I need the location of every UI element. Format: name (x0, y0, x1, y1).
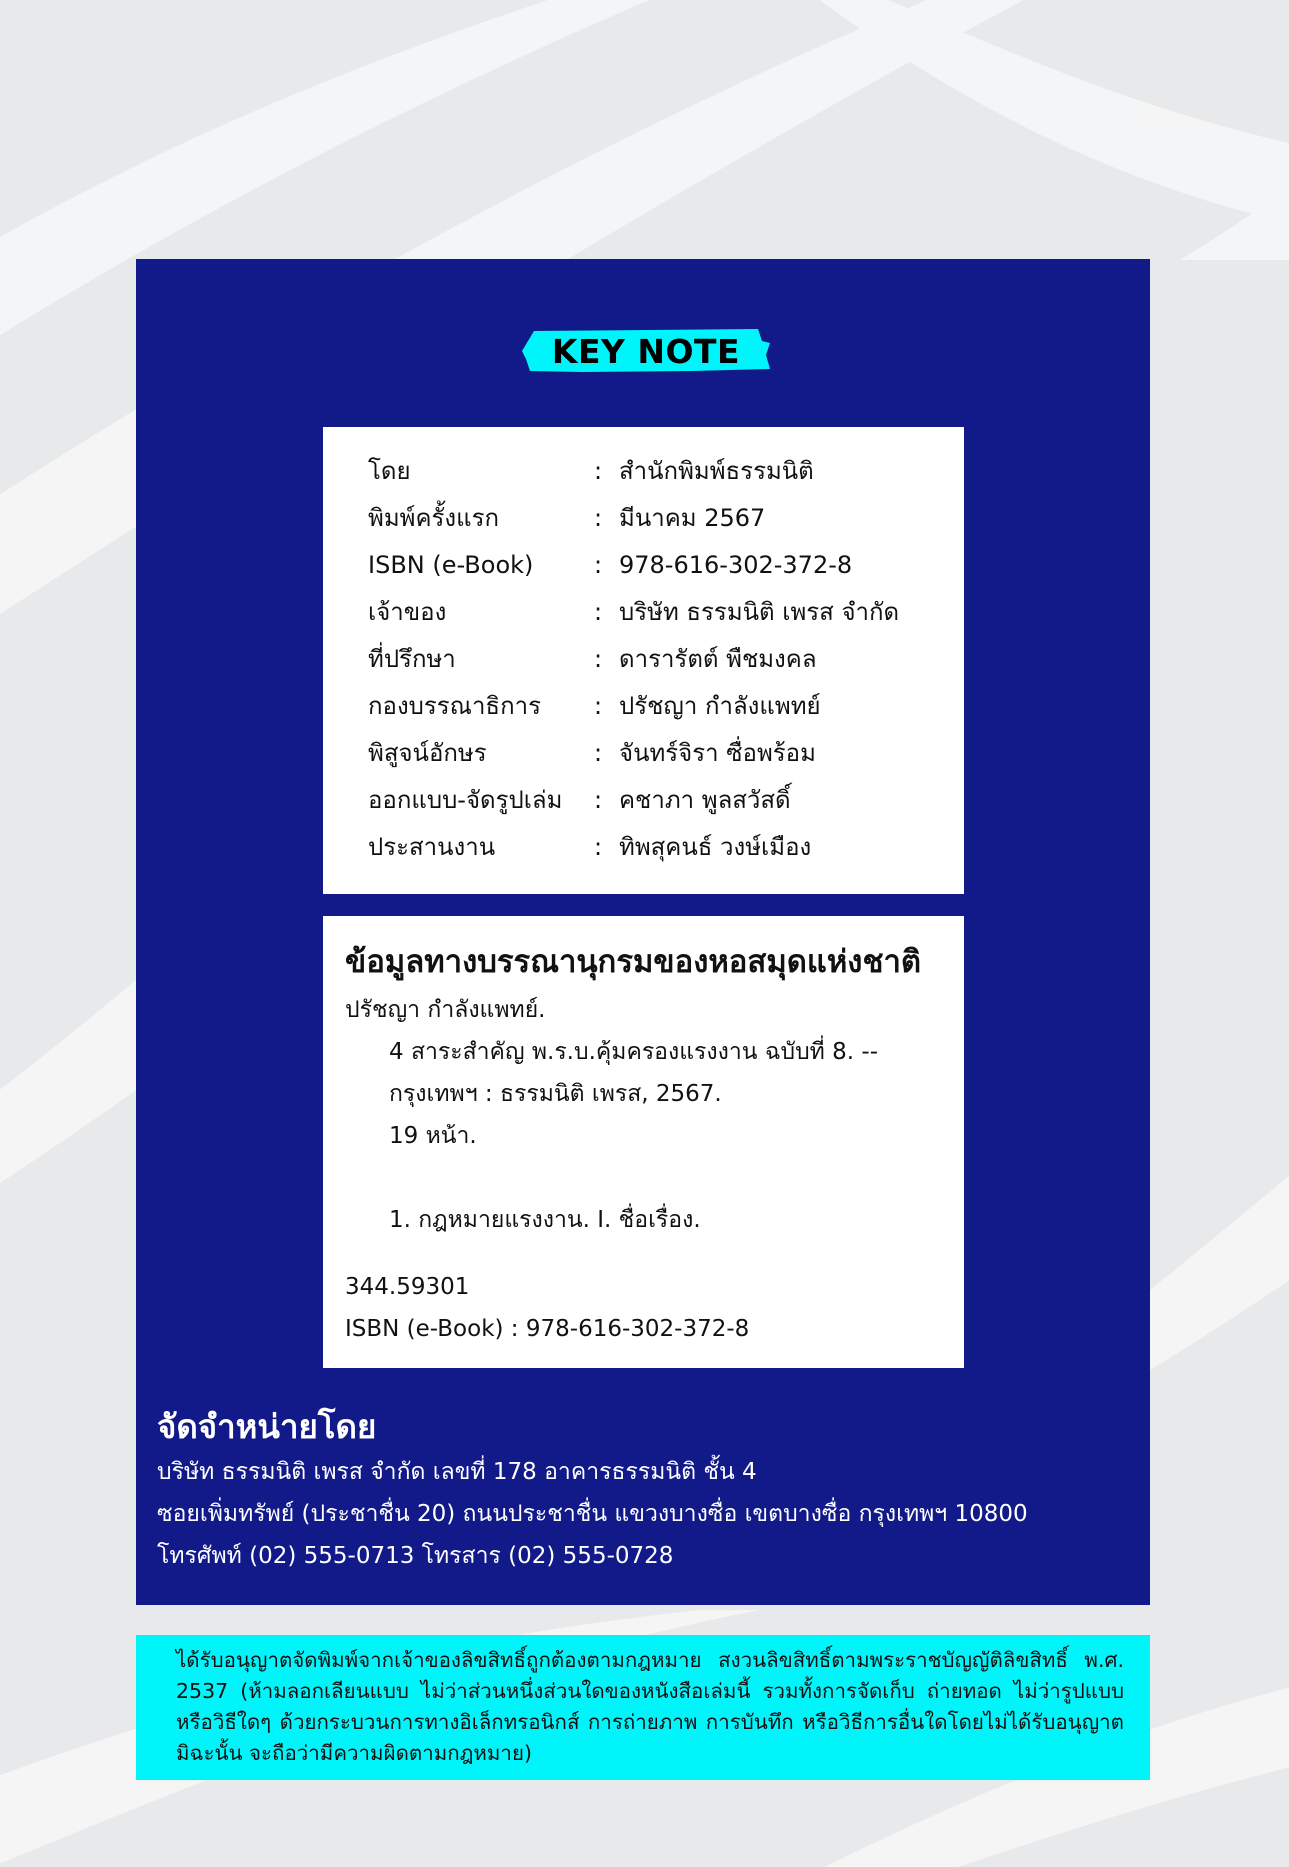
catalog-title-line: 4 สาระสำคัญ พ.ร.บ.คุ้มครองแรงงาน ฉบับที่ 8. -- (389, 1039, 879, 1065)
credit-row (368, 682, 948, 729)
catalog-pages: 19 หน้า. (389, 1123, 477, 1149)
credit-colon: : (594, 832, 603, 861)
credit-row (368, 447, 948, 494)
credit-row (368, 776, 948, 823)
credits-box (323, 427, 964, 894)
credit-colon: : (594, 456, 603, 485)
credit-value: 978-616-302-372-8 (619, 550, 853, 579)
distributor-contact-line: โทรศัพท์ (02) 555-0713 โทรสาร (02) 555-0728 (157, 1543, 674, 1569)
credit-row (368, 823, 948, 870)
catalog-subject: 1. กฎหมายแรงงาน. I. ชื่อเรื่อง. (389, 1207, 701, 1233)
credit-row (368, 729, 948, 776)
catalog-box (323, 916, 964, 1368)
credit-label: พิมพ์ครั้งแรก (368, 504, 500, 532)
distributor-address-line: บริษัท ธรรมนิติ เพรส จำกัด เลขที่ 178 อาคารธรรมนิติ ชั้น 4 (157, 1459, 757, 1485)
copyright-notice: ได้รับอนุญาตจัดพิมพ์จากเจ้าของลิขสิทธิ์ถูกต้องตามกฎหมาย สงวนลิขสิทธิ์ตามพระราชบัญญัติลิขสิทธิ์ พ.ศ. 2537 (ห้ามลอกเลียนแบบ ไม่ว่าส่วนหนึ่งส่วนใดของหนังสือเล่มนี้ รวมทั้งการจัดเก็บ ถ่ายทอด ไม่ว่ารูปแบบหรือวิธีใดๆ ด้วยกระบวนการทางอิเล็กทรอนิกส์ การถ่ายภาพ การบันทึก หรือวิธีการอื่นใดโดยไม่ได้รับอนุญาตมิฉะนั้น จะถือว่ามีความผิดตามกฎหมาย) (176, 1648, 1124, 1765)
credit-label: ISBN (e-Book) (368, 550, 534, 579)
credit-label: ที่ปรึกษา (368, 645, 456, 673)
credit-row (368, 635, 948, 682)
credit-label: เจ้าของ (368, 598, 447, 626)
distributor-heading: จัดจำหน่ายโดย (157, 1407, 377, 1446)
credit-label: กองบรรณาธิการ (368, 692, 541, 720)
credit-label: โดย (368, 457, 411, 485)
credit-value: คชาภา พูลสวัสดิ์ (619, 786, 791, 814)
credit-label: ประสานงาน (368, 833, 496, 861)
copyright-notice-box (136, 1635, 1150, 1780)
credit-row (368, 494, 948, 541)
credit-value: ทิพสุคนธ์ วงษ์เมือง (619, 833, 812, 861)
credit-colon: : (594, 738, 603, 767)
catalog-isbn: ISBN (e-Book) : 978-616-302-372-8 (345, 1316, 750, 1342)
credit-value: ดารารัตต์ พืชมงคล (619, 645, 817, 673)
credit-value: สำนักพิมพ์ธรรมนิติ (619, 457, 814, 485)
credit-value: ปรัชญา กำลังแพทย์ (619, 692, 821, 720)
credit-colon: : (594, 785, 603, 814)
catalog-classification: 344.59301 (345, 1274, 470, 1300)
credit-colon: : (594, 503, 603, 532)
catalog-heading: ข้อมูลทางบรรณานุกรมของหอสมุดแห่งชาติ (345, 944, 922, 980)
credit-row (368, 588, 948, 635)
credit-colon: : (594, 644, 603, 673)
catalog-author: ปรัชญา กำลังแพทย์. (345, 997, 546, 1023)
credit-row (368, 541, 948, 588)
credit-value: จันทร์จิรา ซื่อพร้อม (619, 739, 816, 767)
credit-label: พิสูจน์อักษร (368, 739, 487, 767)
distributor-address-line: ซอยเพิ่มทรัพย์ (ประชาชื่น 20) ถนนประชาชื่น แขวงบางซื่อ เขตบางซื่อ กรุงเทพฯ 10800 (157, 1501, 1028, 1527)
keynote-title: KEY NOTE (551, 331, 741, 371)
credit-colon: : (594, 550, 603, 579)
credit-label: ออกแบบ-จัดรูปเล่ม (368, 786, 563, 814)
credit-colon: : (594, 597, 603, 626)
keynote-banner (522, 325, 770, 377)
credit-value: มีนาคม 2567 (619, 504, 766, 532)
catalog-publisher-line: กรุงเทพฯ : ธรรมนิติ เพรส, 2567. (389, 1081, 722, 1107)
credit-value: บริษัท ธรรมนิติ เพรส จำกัด (619, 598, 900, 626)
credit-colon: : (594, 691, 603, 720)
